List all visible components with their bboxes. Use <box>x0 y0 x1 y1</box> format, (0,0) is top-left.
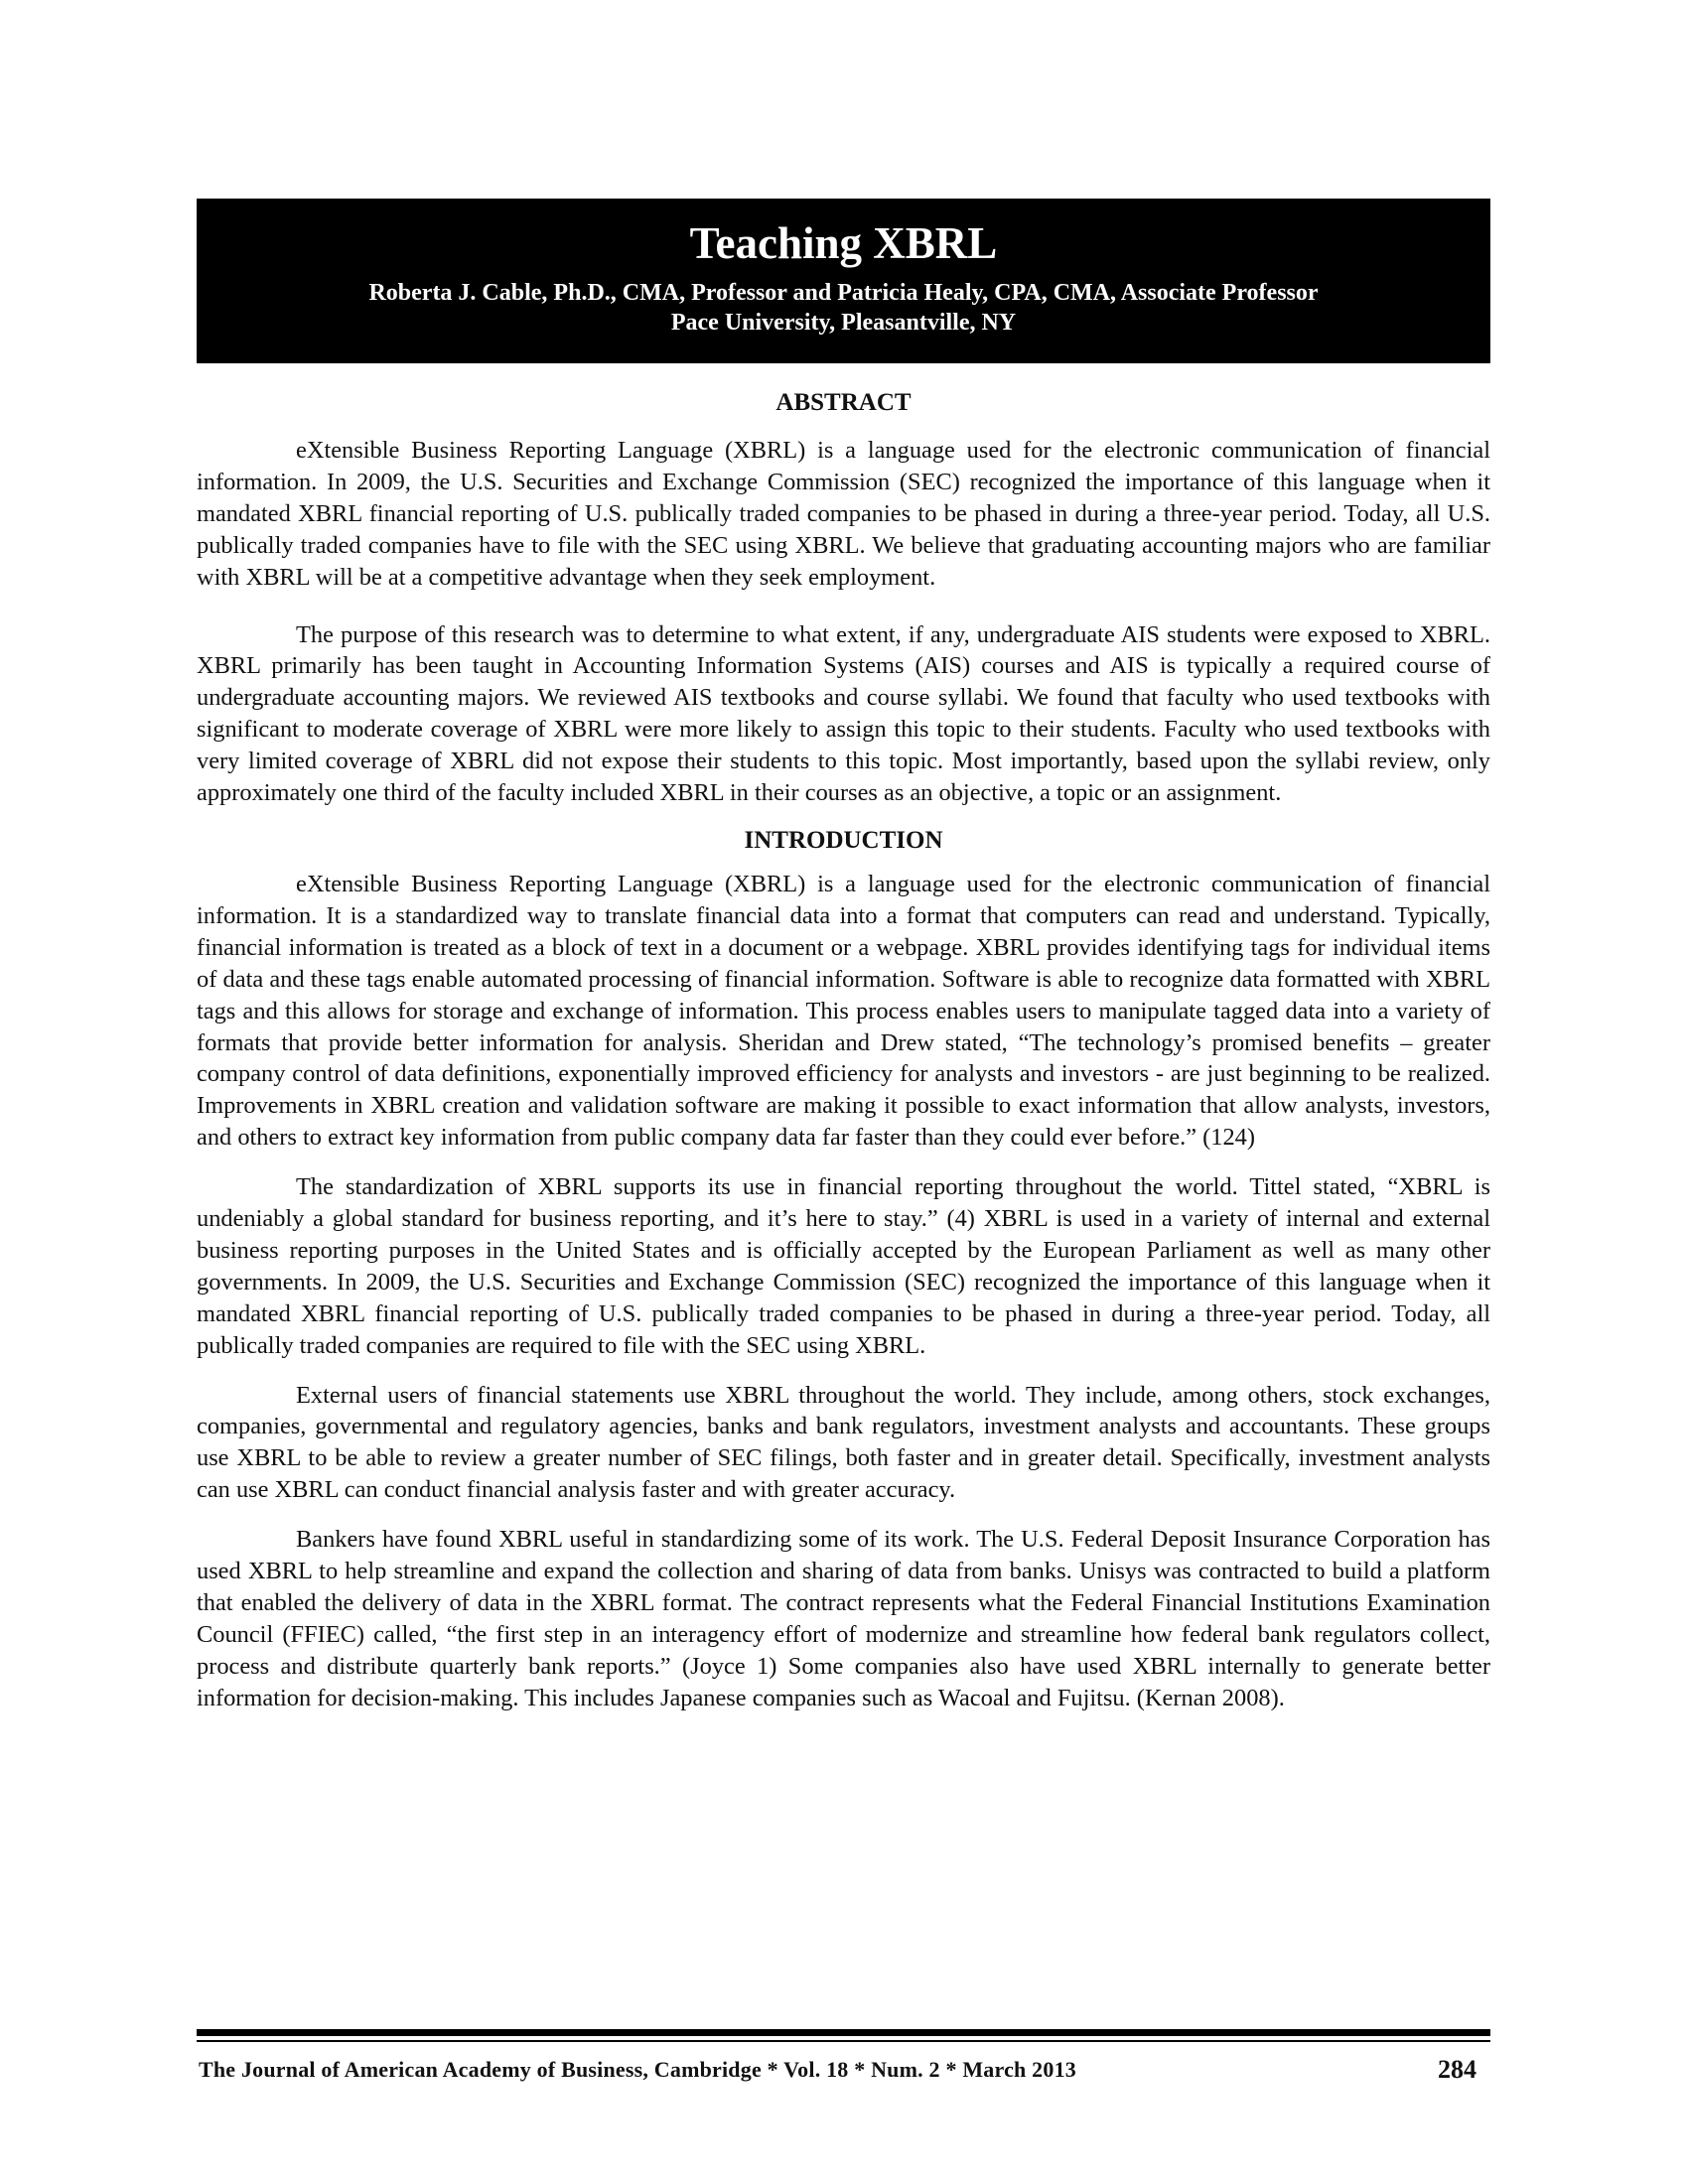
footer-rule <box>197 2029 1490 2036</box>
intro-paragraph-4: Bankers have found XBRL useful in standardizing some of its work. The U.S. Federal Deposit Insurance Corporation has used XBRL to help streamline and expand the collection and sharing of data from banks. Unisys was contracted to build a platform that enabled the delivery of data in the XBRL format. The contract represents what the Federal Financial Institutions Examination Council (FFIEC) called, “the first step in an interagency effort of modernize and streamline how federal bank regulators collect, process and distribute quarterly bank reports.” (Joyce 1) Some companies also have used XBRL internally to generate better information for decision-making. This includes Japanese companies such as Wacoal and Fujitsu. (Kernan 2008). <box>197 1526 1490 1711</box>
abstract-paragraph-1: eXtensible Business Reporting Language (XBRL) is a language used for the electronic communication of financial information. In 2009, the U.S. Securities and Exchange Commission (SEC) recognized the importance of this language when it mandated XBRL financial reporting of U.S. publically traded companies to be phased in during a three-year period. Today, all U.S. publically traded companies have to file with the SEC using XBRL. We believe that graduating accounting majors who are familiar with XBRL will be at a competitive advantage when they seek employment. <box>197 437 1490 591</box>
intro-paragraph-2: The standardization of XBRL supports its use in financial reporting throughout the world. Tittel stated, “XBRL is undeniably a global standard for business reporting, and it’s here to stay.” (4) XBRL is used in a variety of internal and external business reporting purposes in the United States and is officially accepted by the European Parliament as well as many other governments. In 2009, the U.S. Securities and Exchange Commission (SEC) recognized the importance of this language when it mandated XBRL financial reporting of U.S. publically traded companies to be phased in during a three-year period. Today, all publically traded companies are required to file with the SEC using XBRL. <box>197 1173 1490 1359</box>
intro-paragraph-3: External users of financial statements use XBRL throughout the world. They include, among others, stock exchanges, companies, governmental and regulatory agencies, banks and bank regulators, investment analysts and accountants. These groups use XBRL to be able to review a greater number of SEC filings, both faster and in greater detail. Specifically, investment analysts can use XBRL can conduct financial analysis faster and with greater accuracy. <box>197 1381 1490 1504</box>
paper-title: Teaching XBRL <box>689 218 998 268</box>
affiliation-line: Pace University, Pleasantville, NY <box>670 310 1017 336</box>
author-line: Roberta J. Cable, Ph.D., CMA, Professor and Patricia Healy, CPA, CMA, Associate Professor <box>368 280 1319 306</box>
abstract-heading: ABSTRACT <box>775 389 912 416</box>
page-footer <box>197 2057 1490 2087</box>
abstract-paragraph-2: The purpose of this research was to determine to what extent, if any, undergraduate AIS students were exposed to XBRL. XBRL primarily has been taught in Accounting Information Systems (AIS) courses and AIS is typically a required course of undergraduate accounting majors. We reviewed AIS textbooks and course syllabi. We found that faculty who used textbooks with significant to moderate coverage of XBRL were more likely to assign this topic to their students. Faculty who used textbooks with very limited coverage of XBRL did not expose their students to this topic. Most importantly, based upon the syllabi review, only approximately one third of the faculty included XBRL in their courses as an objective, a topic or an assignment. <box>197 620 1490 807</box>
page-number: 284 <box>1438 2055 1477 2084</box>
title-banner <box>197 199 1490 363</box>
intro-paragraph-1: eXtensible Business Reporting Language (XBRL) is a language used for the electronic communication of financial information. It is a standardized way to translate financial data into a format that computers can read and understand. Typically, financial information is treated as a block of text in a document or a webpage. XBRL provides identifying tags for individual items of data and these tags enable automated processing of financial information. Software is able to recognize data formatted with XBRL tags and this allows for storage and exchange of information. This process enables users to manipulate tagged data into a variety of formats that provide better information for analysis. Sheridan and Drew stated, “The technology’s promised benefits – greater company control of data definitions, exponentially improved efficiency for analysts and investors - are just beginning to be realized. Improvements in XBRL creation and validation software are making it possible to exact information that allow analysts, investors, and others to extract key information from public company data far faster than they could ever before.” (124) <box>197 870 1490 1152</box>
page-content <box>197 199 1490 1714</box>
footer-rule-thin <box>197 2040 1490 2042</box>
journal-citation: The Journal of American Academy of Business, Cambridge * Vol. 18 * Num. 2 * March 2013 <box>199 2057 1076 2082</box>
introduction-heading: INTRODUCTION <box>744 826 943 854</box>
